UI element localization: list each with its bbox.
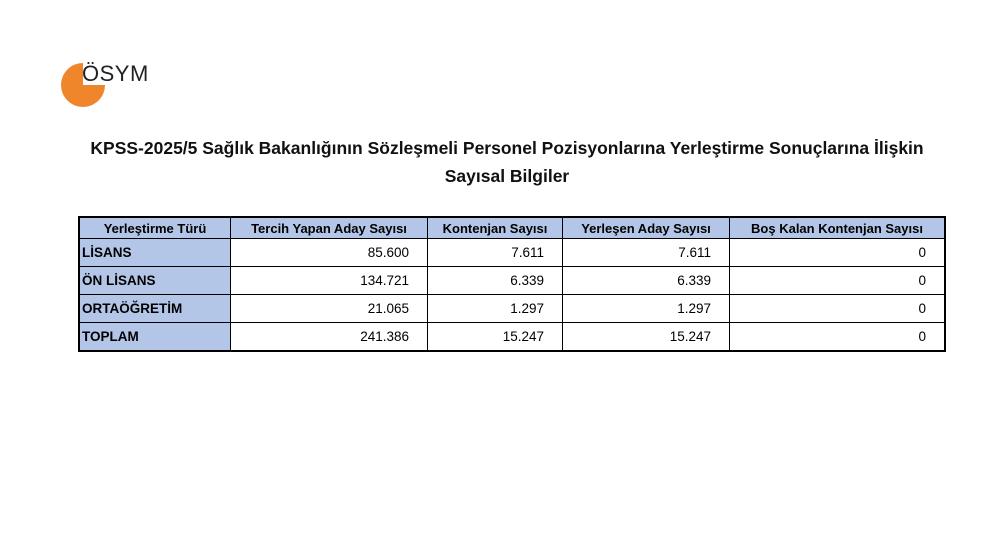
table-cell: 0: [730, 295, 946, 323]
title-line-1: KPSS-2025/5 Sağlık Bakanlığının Sözleşmeli Personel Pozisyonlarına Yerleştirme Sonuçlarına İlişkin: [90, 138, 924, 158]
table-cell: 7.611: [563, 239, 730, 267]
title-line-2: Sayısal Bilgiler: [444, 166, 570, 186]
logo-text: ÖSYM: [82, 61, 149, 86]
header-cell: Tercih Yapan Aday Sayısı: [231, 217, 428, 239]
table-cell: 134.721: [231, 267, 428, 295]
table-cell: 6.339: [428, 267, 563, 295]
header-cell: Yerleştirme Türü: [79, 217, 231, 239]
table-row: [79, 239, 945, 267]
header-cell: Yerleşen Aday Sayısı: [563, 217, 730, 239]
table-cell: 7.611: [428, 239, 563, 267]
table-header-row: [79, 217, 945, 239]
table-cell: 21.065: [231, 295, 428, 323]
page-title: [0, 134, 1000, 190]
row-label: LİSANS: [79, 239, 231, 267]
table-cell: 1.297: [428, 295, 563, 323]
table-cell: 1.297: [563, 295, 730, 323]
row-label: ÖN LİSANS: [79, 267, 231, 295]
table-cell: 15.247: [563, 323, 730, 352]
table-cell: 6.339: [563, 267, 730, 295]
header-cell: Kontenjan Sayısı: [428, 217, 563, 239]
table-row: [79, 295, 945, 323]
table-cell: 15.247: [428, 323, 563, 352]
table-cell: 85.600: [231, 239, 428, 267]
table-cell: 0: [730, 267, 946, 295]
header-cell: Boş Kalan Kontenjan Sayısı: [730, 217, 946, 239]
table-row: [79, 323, 945, 352]
row-label: TOPLAM: [79, 323, 231, 352]
table-row: [79, 267, 945, 295]
table-cell: 0: [730, 323, 946, 352]
table-cell: 0: [730, 239, 946, 267]
table-cell: 241.386: [231, 323, 428, 352]
row-label: ORTAÖĞRETİM: [79, 295, 231, 323]
results-table: [78, 216, 946, 352]
